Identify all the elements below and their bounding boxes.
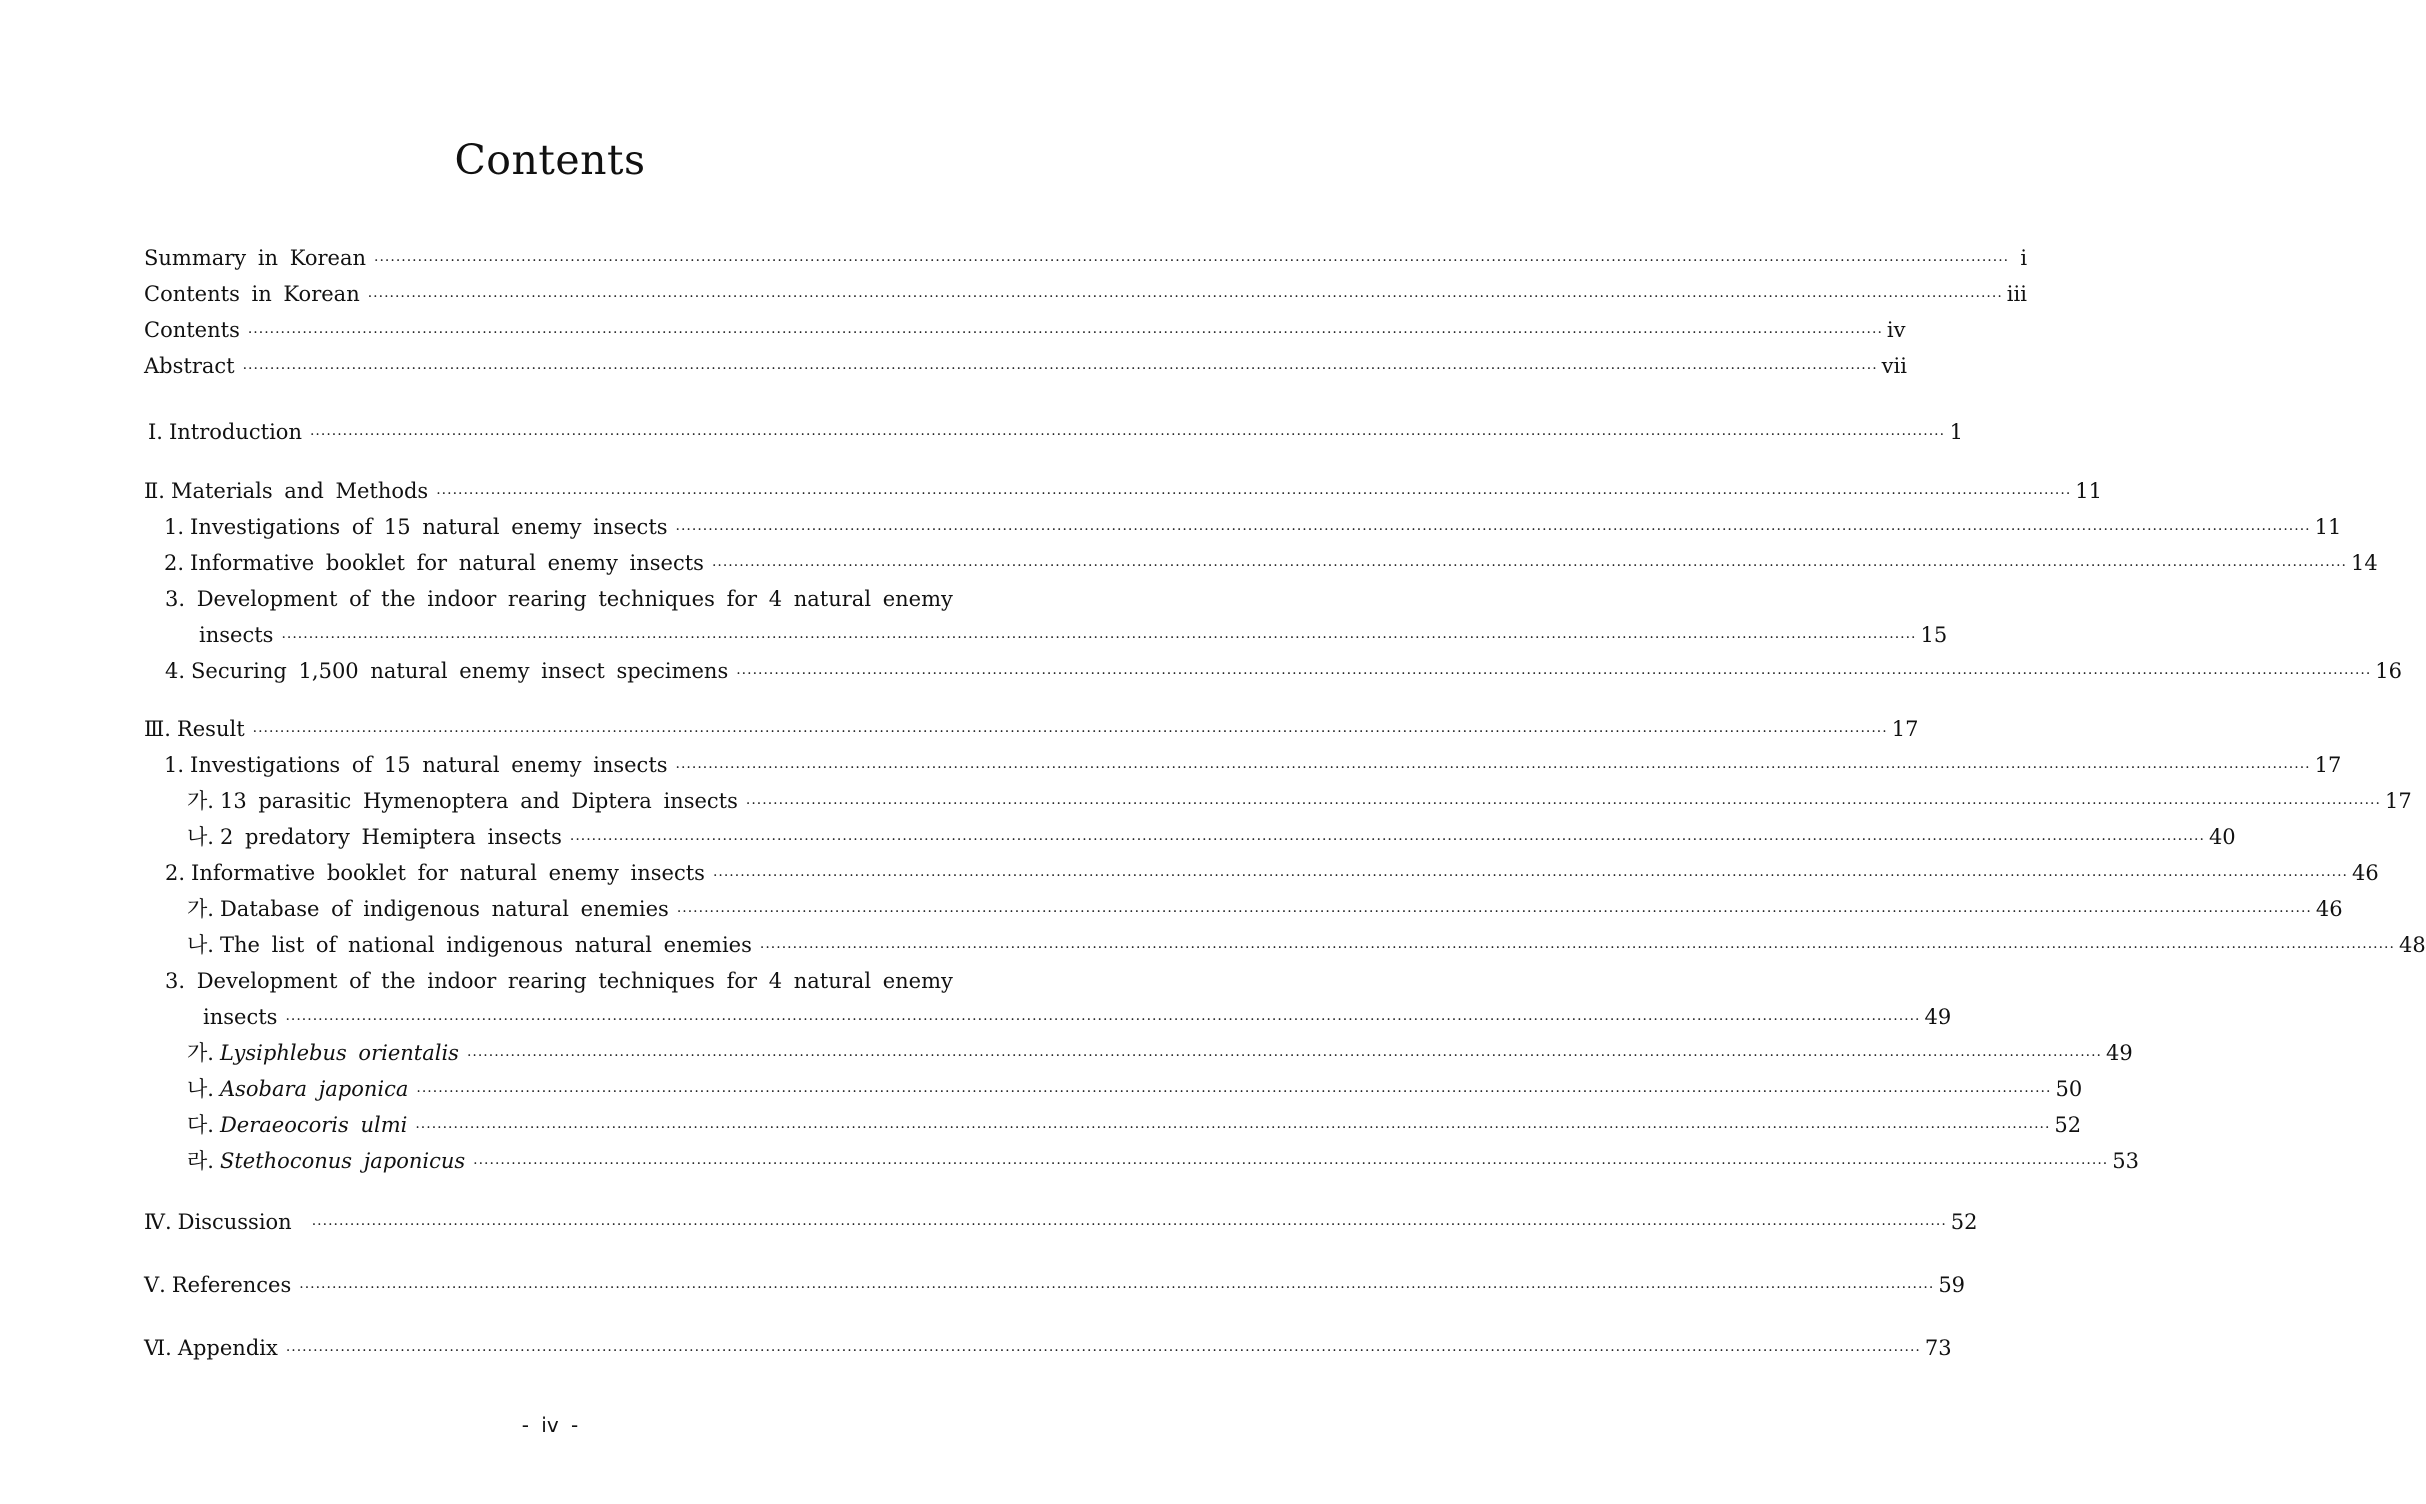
item-number: 다. (187, 1113, 214, 1137)
section-numeral: Ⅰ. (148, 420, 163, 444)
dot-leader: ············································································································································································································································································································ (247, 325, 1883, 341)
toc-entry-summary-korean[interactable] (144, 240, 2028, 276)
label-word: indoor (427, 587, 497, 611)
toc-entry-page: 48 (2398, 933, 2426, 957)
toc-entry-references[interactable] (144, 1267, 1966, 1303)
toc-entry-label: Result (176, 717, 245, 741)
toc-entry-result-1-na[interactable] (187, 819, 2236, 855)
toc-entry-label: Materials and Methods (170, 479, 429, 503)
toc-entry-page: 52 (1950, 1210, 1978, 1234)
toc-entry-mm-3[interactable] (165, 581, 953, 617)
dot-leader: ············································································································································································································································································································ (416, 1084, 2052, 1100)
toc-entry-page: iii (2006, 282, 2027, 306)
toc-entry-page: i (2020, 246, 2028, 270)
label-word: of (349, 969, 370, 993)
section-numeral: Ⅵ. (144, 1336, 172, 1360)
toc-entry-label: Informative booklet for natural enemy insects (191, 861, 705, 885)
label-word: 4 (768, 587, 783, 611)
label-word: natural (793, 587, 872, 611)
toc-entry-label: 2 predatory Hemiptera insects (219, 825, 562, 849)
label-word: enemy (882, 587, 953, 611)
page-number-footer: - iv - (521, 1413, 579, 1437)
toc-entry-page: 46 (2315, 897, 2343, 921)
toc-entry-introduction[interactable] (148, 414, 1964, 450)
toc-entry-appendix[interactable] (144, 1330, 1952, 1366)
dot-leader: ············································································································································································································································································································ (676, 904, 2312, 920)
toc-entry-mm-1[interactable] (164, 509, 2342, 545)
toc-entry-page: 46 (2352, 861, 2379, 885)
item-number: 나. (187, 933, 214, 957)
toc-entry-result-3-ga[interactable] (187, 1035, 2133, 1071)
toc-entry-result-2[interactable] (165, 855, 2379, 891)
toc-entry-page: 11 (2075, 479, 2103, 503)
dot-leader: ············································································································································································································································································································ (675, 522, 2311, 538)
toc-entry-page: 17 (2384, 789, 2412, 813)
toc-entry-result-3-cont[interactable] (203, 999, 1952, 1035)
toc-entry-label: Stethoconus japonicus (219, 1149, 466, 1173)
dot-leader: ············································································································································································································································································································ (252, 724, 1888, 740)
label-word: the (381, 587, 416, 611)
toc-entry-mm-2[interactable] (164, 545, 2378, 581)
dot-leader: ············································································································································································································································································································ (436, 486, 2072, 502)
toc-entry-page: 49 (1924, 1005, 1952, 1029)
dot-leader: ············································································································································································································································································································ (415, 1120, 2051, 1136)
toc-entry-label: Investigations of 15 natural enemy insects (190, 515, 668, 539)
label-word: rearing (507, 969, 587, 993)
label-word: of (349, 587, 370, 611)
dot-leader: ············································································································································································································································································································ (367, 289, 2003, 305)
section-numeral: Ⅱ. (144, 479, 165, 503)
label-word: Development (196, 969, 338, 993)
toc-entry-page: vii (1881, 354, 1907, 378)
label-word: 4 (768, 969, 783, 993)
item-number: 1. (164, 515, 185, 539)
section-numeral: Ⅲ. (144, 717, 171, 741)
dot-leader: ············································································································································································································································································································ (285, 1343, 1921, 1359)
item-number: 나. (187, 1077, 214, 1101)
toc-entry-page: 50 (2055, 1077, 2083, 1101)
item-number: 라. (187, 1149, 214, 1173)
toc-entry-page: 17 (2314, 753, 2342, 777)
item-number: 가. (187, 1041, 214, 1065)
toc-entry-page: 14 (2351, 551, 2378, 575)
item-number: 1. (164, 753, 185, 777)
label-word: indoor (427, 969, 497, 993)
label-word: the (381, 969, 416, 993)
dot-leader: ············································································································································································································································································································ (711, 558, 2347, 574)
item-number: 2. (164, 551, 185, 575)
page-title: Contents (454, 136, 646, 184)
toc-entry-page: 16 (2375, 659, 2403, 683)
dot-leader: ············································································································································································································································································································ (281, 630, 1917, 646)
dot-leader: ············································································································································································································································································································ (736, 666, 2372, 682)
toc-entry-page: iv (1886, 318, 1906, 342)
toc-entry-mm-4[interactable] (165, 653, 2403, 689)
toc-entry-page: 53 (2112, 1149, 2139, 1173)
section-numeral: Ⅴ. (144, 1273, 166, 1297)
toc-entry-result-3[interactable] (165, 963, 953, 999)
toc-entry-label: The list of national indigenous natural enemies (219, 933, 752, 957)
dot-leader: ············································································································································································································································································································ (473, 1156, 2109, 1172)
label-word: techniques (598, 969, 715, 993)
toc-entry-label: Discussion (177, 1210, 292, 1234)
item-number: 3. (165, 587, 186, 611)
item-number: 4. (165, 659, 186, 683)
item-number: 가. (187, 789, 214, 813)
dot-leader: ············································································································································································································································································································ (745, 796, 2381, 812)
item-number: 3. (165, 969, 186, 993)
toc-entry-contents[interactable] (144, 312, 1906, 348)
label-word: for (726, 969, 758, 993)
toc-entry-label: References (171, 1273, 292, 1297)
label-word: techniques (598, 587, 715, 611)
toc-entry-result[interactable] (144, 711, 1919, 747)
toc-entry-result-3-ra[interactable] (187, 1143, 2139, 1179)
label-word: for (726, 587, 758, 611)
dot-leader: ············································································································································································································································································································ (374, 253, 2010, 269)
dot-leader: ············································································································································································································································································································ (759, 940, 2395, 956)
justified-label (165, 963, 953, 999)
toc-entry-label: Summary in Korean (144, 246, 367, 270)
toc-entry-label: Appendix (177, 1336, 278, 1360)
toc-entry-label: Asobara japonica (219, 1077, 409, 1101)
toc-entry-page: 59 (1938, 1273, 1966, 1297)
label-word: natural (793, 969, 872, 993)
toc-entry-label: Introduction (168, 420, 302, 444)
justified-label (165, 581, 953, 617)
toc-entry-label: insects (199, 623, 274, 647)
item-number: 2. (165, 861, 186, 885)
dot-leader: ············································································································································································································································································································ (309, 427, 1946, 443)
toc-entry-label: Informative booklet for natural enemy insects (190, 551, 704, 575)
toc-entry-label: insects (203, 1005, 278, 1029)
toc-entry-page: 15 (1920, 623, 1948, 647)
dot-leader: ············································································································································································································································································································ (299, 1280, 1935, 1296)
label-word: rearing (507, 587, 587, 611)
toc-entry-page: 52 (2054, 1113, 2082, 1137)
toc-entry-mm-3-cont[interactable] (199, 617, 1948, 653)
label-word: enemy (882, 969, 953, 993)
dot-leader: ············································································································································································································································································································ (242, 361, 1878, 377)
toc-entry-page: 40 (2208, 825, 2236, 849)
toc-entry-label: Database of indigenous natural enemies (219, 897, 669, 921)
item-number: 나. (187, 825, 214, 849)
item-number: 가. (187, 897, 214, 921)
toc-entry-discussion[interactable] (144, 1204, 1978, 1240)
toc-entry-label: 13 parasitic Hymenoptera and Diptera insects (219, 789, 738, 813)
toc-entry-page: 1 (1949, 420, 1964, 444)
label-word: Development (196, 587, 338, 611)
toc-entry-label: Contents in Korean (144, 282, 360, 306)
toc-entry-label: Lysiphlebus orientalis (219, 1041, 459, 1065)
toc-entry-abstract[interactable] (144, 348, 1907, 384)
toc-entry-result-2-ga[interactable] (187, 891, 2343, 927)
section-numeral: Ⅳ. (144, 1210, 172, 1234)
toc-entry-label: Contents (144, 318, 240, 342)
dot-leader: ············································································································································································································································································································ (285, 1012, 1921, 1028)
toc-entry-label: Securing 1,500 natural enemy insect specimens (191, 659, 729, 683)
toc-entry-result-3-na[interactable] (187, 1071, 2083, 1107)
toc-entry-label: Investigations of 15 natural enemy insects (190, 753, 668, 777)
toc-entry-page: 49 (2106, 1041, 2133, 1065)
dot-leader: ············································································································································································································································································································ (466, 1048, 2103, 1064)
toc-entry-contents-korean[interactable] (144, 276, 2027, 312)
dot-leader: ············································································································································································································································································································ (675, 760, 2311, 776)
dot-leader: ············································································································································································································································································································ (712, 868, 2348, 884)
toc-entry-result-1-ga[interactable] (187, 783, 2412, 819)
toc-entry-page: 73 (1924, 1336, 1952, 1360)
toc-entry-label: Deraeocoris ulmi (219, 1113, 408, 1137)
toc-entry-result-3-da[interactable] (187, 1107, 2082, 1143)
dot-leader: ············································································································································································································································································································ (569, 832, 2205, 848)
toc-entry-materials-methods[interactable] (144, 473, 2103, 509)
toc-entry-label: Abstract (144, 354, 235, 378)
toc-entry-page: 17 (1891, 717, 1919, 741)
dot-leader: ············································································································································································································································································································ (311, 1217, 1947, 1233)
toc-entry-page: 11 (2314, 515, 2342, 539)
toc-entry-result-2-na[interactable] (187, 927, 2426, 963)
toc-entry-result-1[interactable] (164, 747, 2342, 783)
